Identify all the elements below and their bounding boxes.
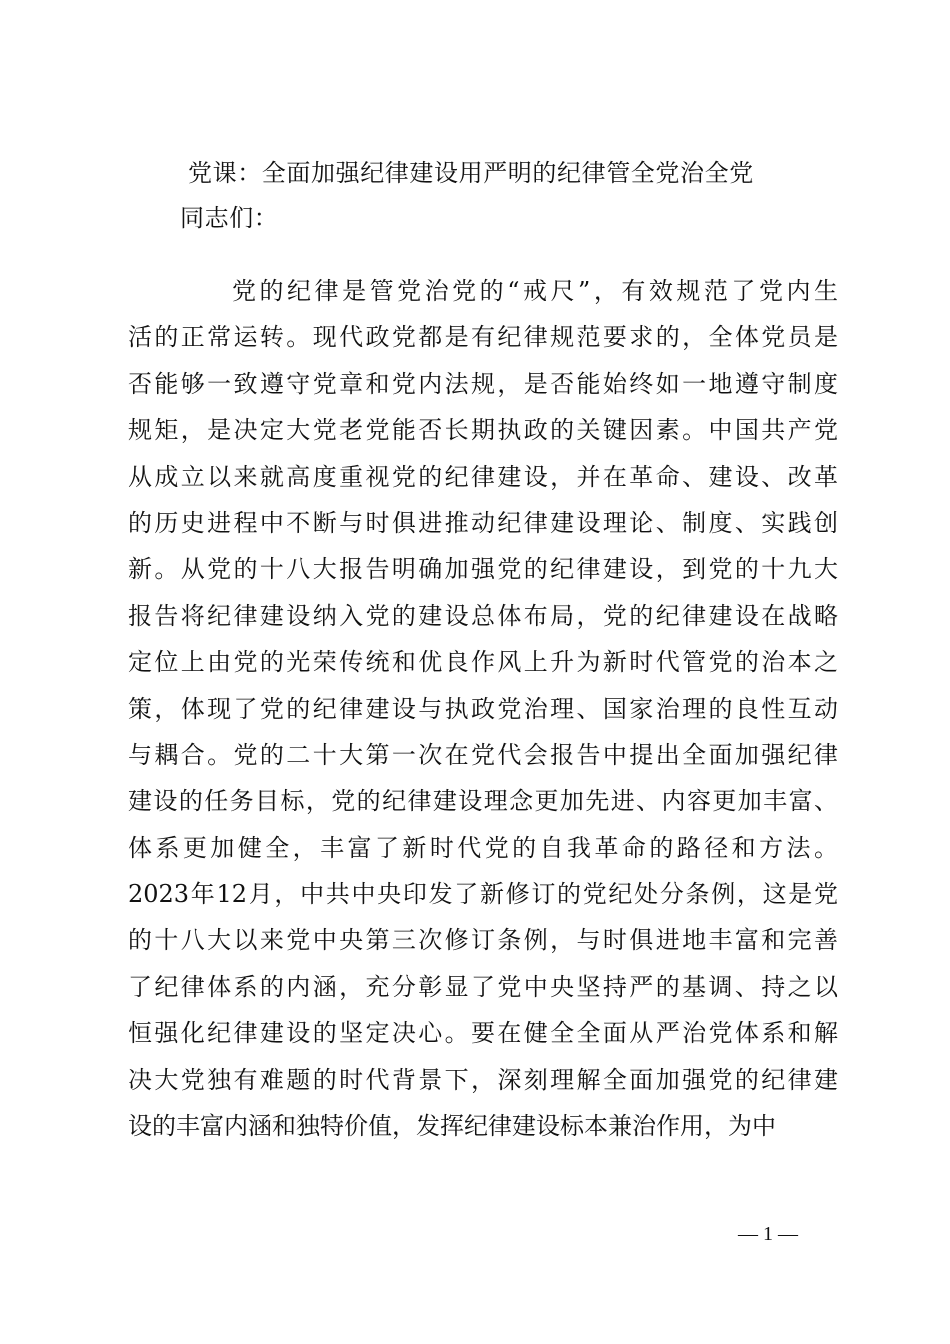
text-line: 从成立以来就高度重视党的纪律建设，并在革命、建设、改革: [128, 462, 838, 491]
text-line: 了纪律体系的内涵，充分彰显了党中央坚持严的基调、持之以: [128, 972, 838, 1001]
text-line: 否能够一致遵守党章和党内法规，是否能始终如一地遵守制度: [128, 369, 838, 398]
text-line: 新。从党的十八大报告明确加强党的纪律建设，到党的十九大: [128, 555, 838, 584]
text-line: 的十八大以来党中央第三次修订条例，与时俱进地丰富和完善: [128, 926, 838, 955]
text-line: 建设的任务目标，党的纪律建设理念更加先进、内容更加丰富、: [128, 787, 838, 816]
text-line: 规矩，是决定大党老党能否长期执政的关键因素。中国共产党: [128, 416, 838, 445]
text-line: 与耦合。党的二十大第一次在党代会报告中提出全面加强纪律: [128, 740, 838, 769]
text-line: 报告将纪律建设纳入党的建设总体布局，党的纪律建设在战略: [128, 601, 838, 630]
text-line: 体系更加健全，丰富了新时代党的自我革命的路径和方法。: [128, 833, 838, 862]
body-paragraph: [128, 276, 838, 1157]
text-line: 活的正常运转。现代政党都是有纪律规范要求的，全体党员是: [128, 323, 838, 352]
text-line: 党的纪律是管党治党的“戒尺”，有效规范了党内生: [232, 277, 838, 305]
text-line: 策，体现了党的纪律建设与执政党治理、国家治理的良性互动: [128, 694, 838, 723]
salutation: 同志们：: [180, 204, 279, 232]
text-line: 2023年12月，中共中央印发了新修订的党纪处分条例，这是党: [128, 880, 838, 909]
document-title: 党课：全面加强纪律建设用严明的纪律管全党治全党: [188, 159, 754, 187]
text-line: 定位上由党的光荣传统和优良作风上升为新时代管党的治本之: [128, 648, 838, 677]
text-line: 决大党独有难题的时代背景下，深刻理解全面加强党的纪律建: [128, 1065, 838, 1094]
text-line: 设的丰富内涵和独特价值，发挥纪律建设标本兼治作用，为中: [128, 1112, 776, 1141]
text-line: 的历史进程中不断与时俱进推动纪律建设理论、制度、实践创: [128, 508, 838, 537]
text-line: 恒强化纪律建设的坚定决心。要在健全全面从严治党体系和解: [128, 1019, 838, 1048]
page-number: — 1 —: [738, 1223, 798, 1245]
